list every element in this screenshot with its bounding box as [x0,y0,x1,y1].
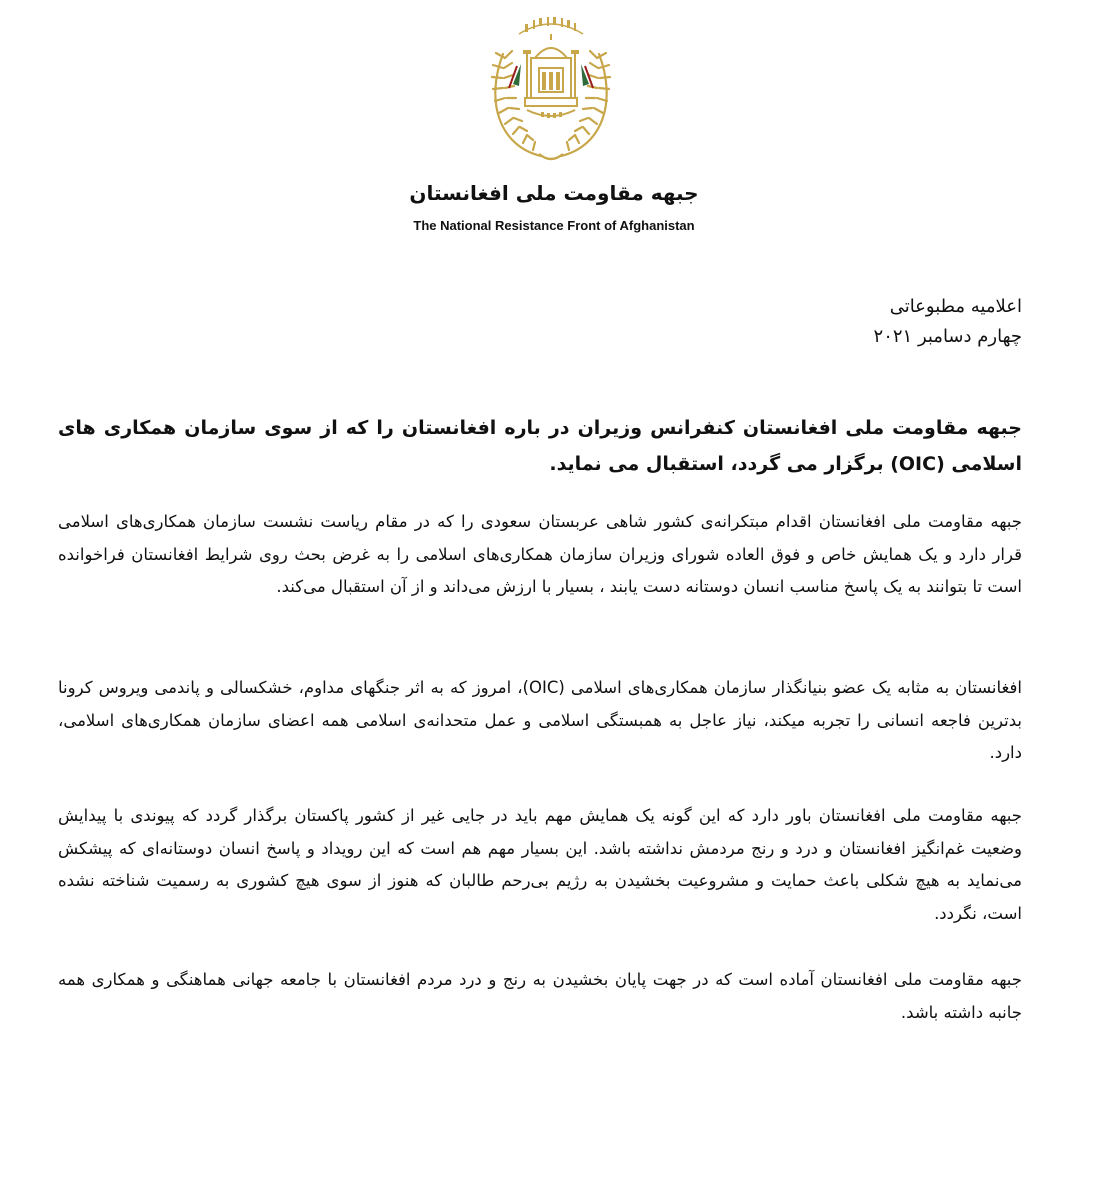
body-paragraph-3: جبهه مقاومت ملی افغانستان باور دارد که این گونه یک همایش مهم باید در جایی غیر از کشور پاکستان برگذار گردد که پیوندی با پیدایش وضعیت غم‌انگیز افغانستان و درد و رنج مردمش نداشته باشد. این بسیار مهم هم است که این رویداد و پاسخ انسان دوستانه‌ای که پیشکش می‌نماید به هیچ شکلی باعث حمایت و مشروعیت بخشیدن به رژیم بی‌رحم طالبان که هنوز از سوی هیچ کشوری به رسمیت شناخته نشده است، نگردد. [58,806,1022,923]
emblem-graphic [481,6,621,166]
press-release-headline: جبهه مقاومت ملی افغانستان کنفرانس وزیران در باره افغانستان را که از سوی سازمان همکاری های اسلامی (OIC) برگزار می گردد، استقبال می نماید. [58,417,1022,475]
document-date: چهارم دسامبر ۲۰۲۱ [873,326,1022,347]
body-paragraph-2: افغانستان به مثابه یک عضو بنیانگذار سازمان همکاری‌های اسلامی (OIC)، امروز که به اثر جنگهای مداوم، خشکسالی و پاندمی ویروس کرونا بدترین فاجعه انسانی را تجربه میکند، نیاز عاجل به همبستگی اسلامی و عمل متحدانه‌ی اسلامی همه اعضای سازمان همکاری‌های اسلامی، دارد. [58,678,1022,762]
document-type: اعلامیه مطبوعاتی [889,296,1022,317]
organization-name-english: The National Resistance Front of Afghanistan [413,218,695,233]
body-paragraph-1: جبهه مقاومت ملی افغانستان اقدام مبتکرانه‌ی کشور شاهی عربستان سعودی را که در مقام ریاست نشست سازمان همکاری‌های اسلامی قرار دارد و یک همایش خاص و فوق العاده شورای وزیران سازمان همکاری‌های اسلامی را به غرض بحث روی شرایط افغانستان فراخوانده است تا بتوانند به یک پاسخ مناسب انسان دوستانه دست یابند ، بسیار با ارزش می‌داند و از آن استقبال می‌کند. [58,512,1022,596]
body-paragraph-4: جبهه مقاومت ملی افغانستان آماده است که در جهت پایان بخشیدن به رنج و درد مردم افغانستان با جامعه جهانی هماهنگی و همکاری همه جانبه داشته باشد. [58,970,1022,1022]
afghanistan-emblem-icon [481,6,621,166]
document-meta [422,292,1022,352]
organization-name-persian: جبهه مقاومت ملی افغانستان [409,181,699,205]
